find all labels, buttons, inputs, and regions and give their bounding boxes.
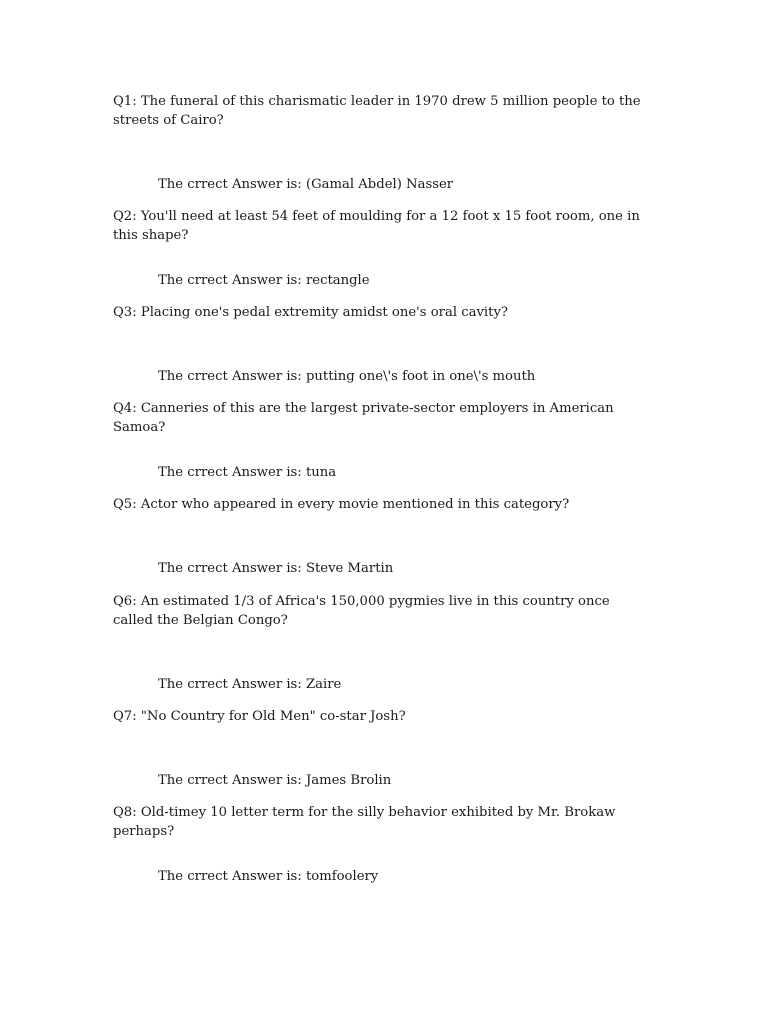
answer-text: rectangle [305,273,370,288]
answer-prefix: The crrect Answer is: [158,273,302,288]
question-2: Q2: You'll need at least 54 feet of moulding for a 12 foot x 15 foot room, one in this shape? [113,209,640,243]
answer-3 [158,367,535,386]
answer-prefix: The crrect Answer is: [158,773,302,788]
answer-text: Zaire [305,677,342,692]
question-3: Q3: Placing one's pedal extremity amidst one's oral cavity? [113,305,508,320]
answer-4 [158,463,336,482]
answer-prefix: The crrect Answer is: [158,677,302,692]
qa-item-1 [113,92,643,192]
question-1: Q1: The funeral of this charismatic leader in 1970 drew 5 million people to the streets of Cairo? [113,94,641,128]
qa-item-7 [113,707,643,788]
answer-1 [158,175,453,194]
answer-prefix: The crrect Answer is: [158,869,302,884]
answer-7 [158,771,391,790]
question-4: Q4: Canneries of this are the largest private-sector employers in American Samoa? [113,401,614,435]
answer-6 [158,675,341,694]
question-5: Q5: Actor who appeared in every movie mentioned in this category? [113,497,570,512]
answer-text: (Gamal Abdel) Nasser [305,177,454,192]
question-7: Q7: "No Country for Old Men" co-star Josh? [113,709,406,724]
qa-item-3 [113,303,643,384]
qa-item-4 [113,399,643,480]
answer-prefix: The crrect Answer is: [158,369,302,384]
answer-8 [158,867,378,886]
answer-prefix: The crrect Answer is: [158,465,302,480]
qa-item-2 [113,207,643,288]
qa-item-6 [113,592,643,692]
qa-item-8 [113,803,643,884]
answer-text: James Brolin [305,773,392,788]
answer-prefix: The crrect Answer is: [158,177,302,192]
question-8: Q8: Old-timey 10 letter term for the silly behavior exhibited by Mr. Brokaw perhaps? [113,805,616,839]
answer-text: Steve Martin [305,561,394,576]
answer-5 [158,559,393,578]
answer-2 [158,271,370,290]
answer-prefix: The crrect Answer is: [158,561,302,576]
qa-item-5 [113,495,643,576]
answer-text: tuna [305,465,337,480]
question-6: Q6: An estimated 1/3 of Africa's 150,000 pygmies live in this country once called the Belgian Congo? [113,594,610,628]
answer-text: putting one\'s foot in one\'s mouth [305,369,536,384]
answer-text: tomfoolery [305,869,379,884]
